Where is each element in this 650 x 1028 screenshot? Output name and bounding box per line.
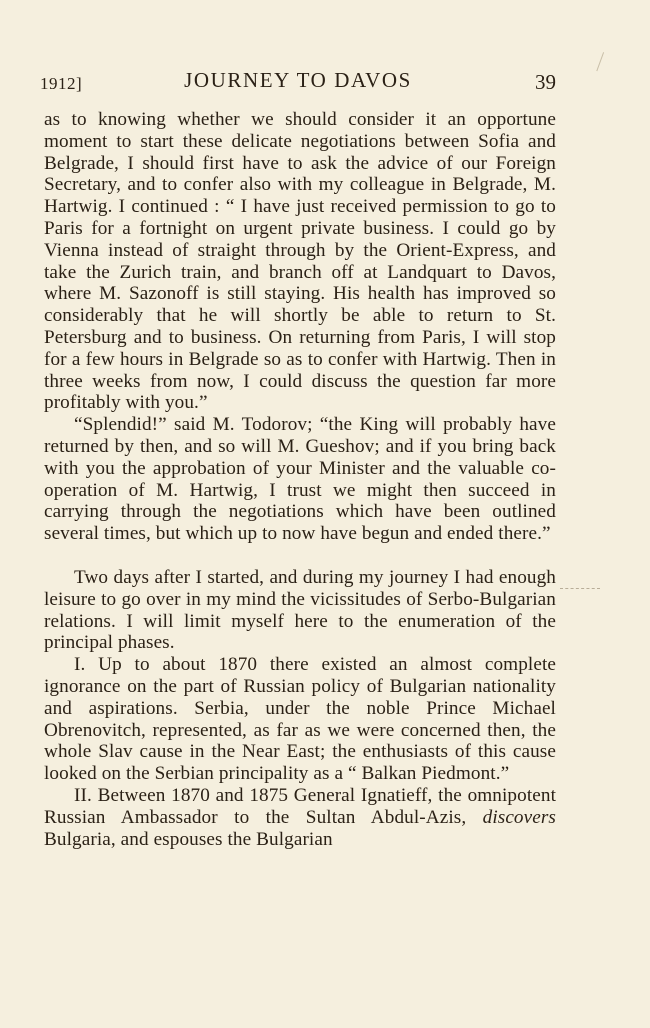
paragraph-2: “Splendid!” said M. Todorov; “the King will probably have returned by then, and so will M. Gueshov; and if you bring back with you the approbation of your Minister and the valuable co-operation of M. Hartwig, I trust we might then succeed in carrying through the negotiations which have been outlined several times, but which up to now have begun and ended there.” bbox=[44, 414, 556, 545]
margin-pencil-mark bbox=[560, 588, 600, 590]
paragraph-5-end: Bulgaria, and espouses the Bulgarian bbox=[44, 828, 333, 850]
paragraph-5-start: II. Between 1870 and 1875 General Ignatieff, the omnipotent Russian Ambassador to the Sultan Abdul-Azis, bbox=[44, 784, 556, 828]
page-number: 39 bbox=[535, 70, 556, 94]
running-head-title: JOURNEY TO DAVOS bbox=[184, 68, 412, 92]
page-corner-mark bbox=[587, 49, 604, 72]
paragraph-3: Two days after I started, and during my journey I had enough leisure to go over in my mind the vicissitudes of Serbo-Bulgarian relations. I will limit myself here to the enumeration of the principal phases. bbox=[44, 566, 556, 654]
body-text bbox=[44, 109, 556, 850]
paragraph-4: I. Up to about 1870 there existed an almost complete ignorance on the part of Russian policy of Bulgarian nationality and aspirations. Serbia, under the noble Prince Michael Obrenovitch, represented, as far as we were concerned then, the whole Slav cause in the Near East; the enthusiasts of this cause looked on the Serbian principality as a “ Balkan Piedmont.” bbox=[44, 654, 556, 785]
running-head-year: 1912] bbox=[40, 74, 83, 93]
paragraph-5 bbox=[44, 785, 556, 850]
running-head bbox=[40, 68, 556, 98]
paragraph-1: as to knowing whether we should consider it an opportune moment to start these delicate negotiations between Sofia and Belgrade, I should first have to ask the advice of our Foreign Secretary, and to confer also with my colleague in Belgrade, M. Hartwig. I continued : “ I have just received permission to go to Paris for a fortnight on urgent private business. I could go by Vienna instead of straight through by the Orient-Express, and take the Zurich train, and branch off at Landquart to Davos, where M. Sazonoff is still staying. His health has improved so considerably that he will shortly be able to return to St. Petersburg and to business. On returning from Paris, I will stop for a few hours in Belgrade so as to confer with Hartwig. Then in three weeks from now, I could discuss the question far more profitably with you.” bbox=[44, 109, 556, 414]
paragraph-5-italic: discovers bbox=[482, 806, 556, 828]
